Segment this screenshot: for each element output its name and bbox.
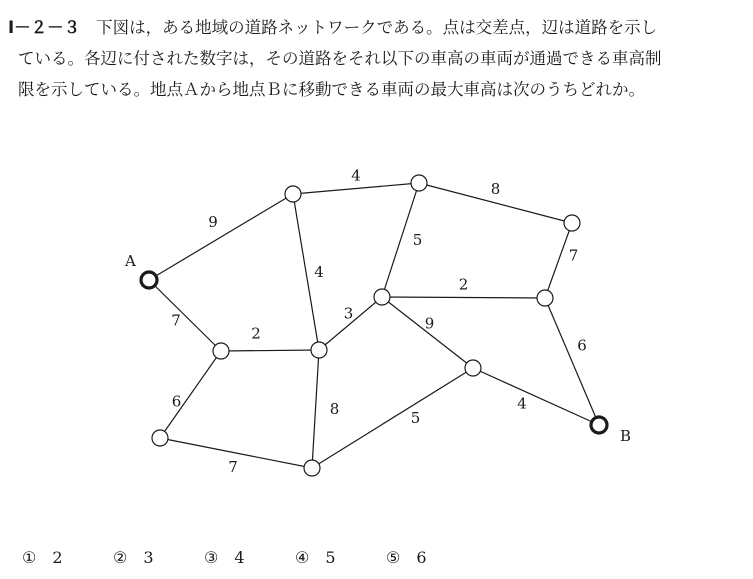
- choice-5-value: 6: [416, 548, 427, 567]
- choice-5-mark: ⑤: [386, 548, 401, 567]
- edge-n6-n7: [221, 350, 319, 351]
- edge-weight-A-n1: 9: [208, 213, 218, 231]
- edge-A-n6: [149, 280, 221, 351]
- edge-weight-n3-n5: 7: [568, 246, 579, 265]
- choice-5[interactable]: [386, 548, 477, 567]
- edge-weight-n7-n10: 8: [329, 400, 340, 418]
- node-n3: [564, 215, 580, 231]
- node-n10: [304, 460, 320, 476]
- node-n1: [285, 186, 301, 202]
- edge-n8-B: [473, 368, 599, 425]
- edge-n1-n2: [293, 183, 419, 194]
- choice-4-mark: ④: [295, 548, 310, 567]
- node-a-terminal: [141, 272, 157, 288]
- edge-weight-n1-n7: 4: [314, 263, 324, 281]
- edge-weight-n8-B: 4: [517, 394, 527, 413]
- node-b-terminal: [591, 417, 607, 433]
- edge-weight-n6-n9: 6: [171, 392, 182, 411]
- choice-3[interactable]: [204, 548, 295, 567]
- edge-weight-n2-n4: 5: [412, 231, 423, 249]
- node-n7: [311, 342, 327, 358]
- node-n8: [465, 360, 481, 376]
- edge-weight-A-n6: 7: [171, 311, 181, 330]
- problem-text-1: 下図は，ある地域の道路ネットワークである。点は交差点，辺は道路を示し: [96, 18, 658, 37]
- edge-n7-n10: [312, 350, 319, 468]
- choice-4-value: 5: [325, 548, 336, 567]
- node-label-a: A: [125, 252, 136, 270]
- edge-weight-n7-n4: 3: [343, 304, 354, 323]
- weights-layer: [171, 167, 587, 477]
- node-n4: [374, 289, 390, 305]
- choice-1-mark: ①: [22, 548, 37, 567]
- edge-weight-n6-n7: 2: [251, 324, 261, 343]
- edge-n5-B: [545, 298, 599, 425]
- edge-weight-n9-n10: 7: [228, 458, 238, 476]
- node-n5: [537, 290, 553, 306]
- edge-weight-n4-n5: 2: [458, 275, 469, 294]
- choice-1[interactable]: [22, 548, 113, 567]
- choice-2-value: 3: [143, 548, 154, 567]
- question-number: Ⅰ－２－３: [8, 18, 81, 37]
- node-n2: [411, 175, 427, 191]
- choice-3-value: 4: [234, 548, 245, 567]
- choice-1-value: 2: [52, 548, 63, 567]
- choice-3-mark: ③: [204, 548, 219, 567]
- edge-weight-n4-n8: 9: [424, 314, 435, 333]
- edge-weight-n10-n8: 5: [410, 409, 421, 427]
- answer-choices: [22, 548, 477, 567]
- node-n6: [213, 343, 229, 359]
- choice-2[interactable]: [113, 548, 204, 567]
- node-n9: [152, 430, 168, 446]
- edge-weight-n1-n2: 4: [351, 166, 361, 185]
- edge-A-n1: [149, 194, 293, 280]
- edge-n4-n8: [382, 297, 473, 368]
- edge-weight-n5-B: 6: [577, 336, 587, 355]
- edge-n6-n9: [160, 351, 221, 438]
- choice-4[interactable]: [295, 548, 386, 567]
- edge-n10-n8: [312, 368, 473, 468]
- node-label-b: B: [620, 427, 632, 445]
- problem-line-3: 限を示している。地点Ａから地点Ｂに移動できる車両の最大車高は次のうちどれか。: [18, 80, 645, 99]
- choice-2-mark: ②: [113, 548, 128, 567]
- problem-line-2: ている。各辺に付された数字は，その道路をそれ以下の車高の車両が通過できる車高制: [18, 49, 662, 68]
- edge-n4-n5: [382, 297, 545, 298]
- edge-weight-n2-n3: 8: [490, 180, 501, 198]
